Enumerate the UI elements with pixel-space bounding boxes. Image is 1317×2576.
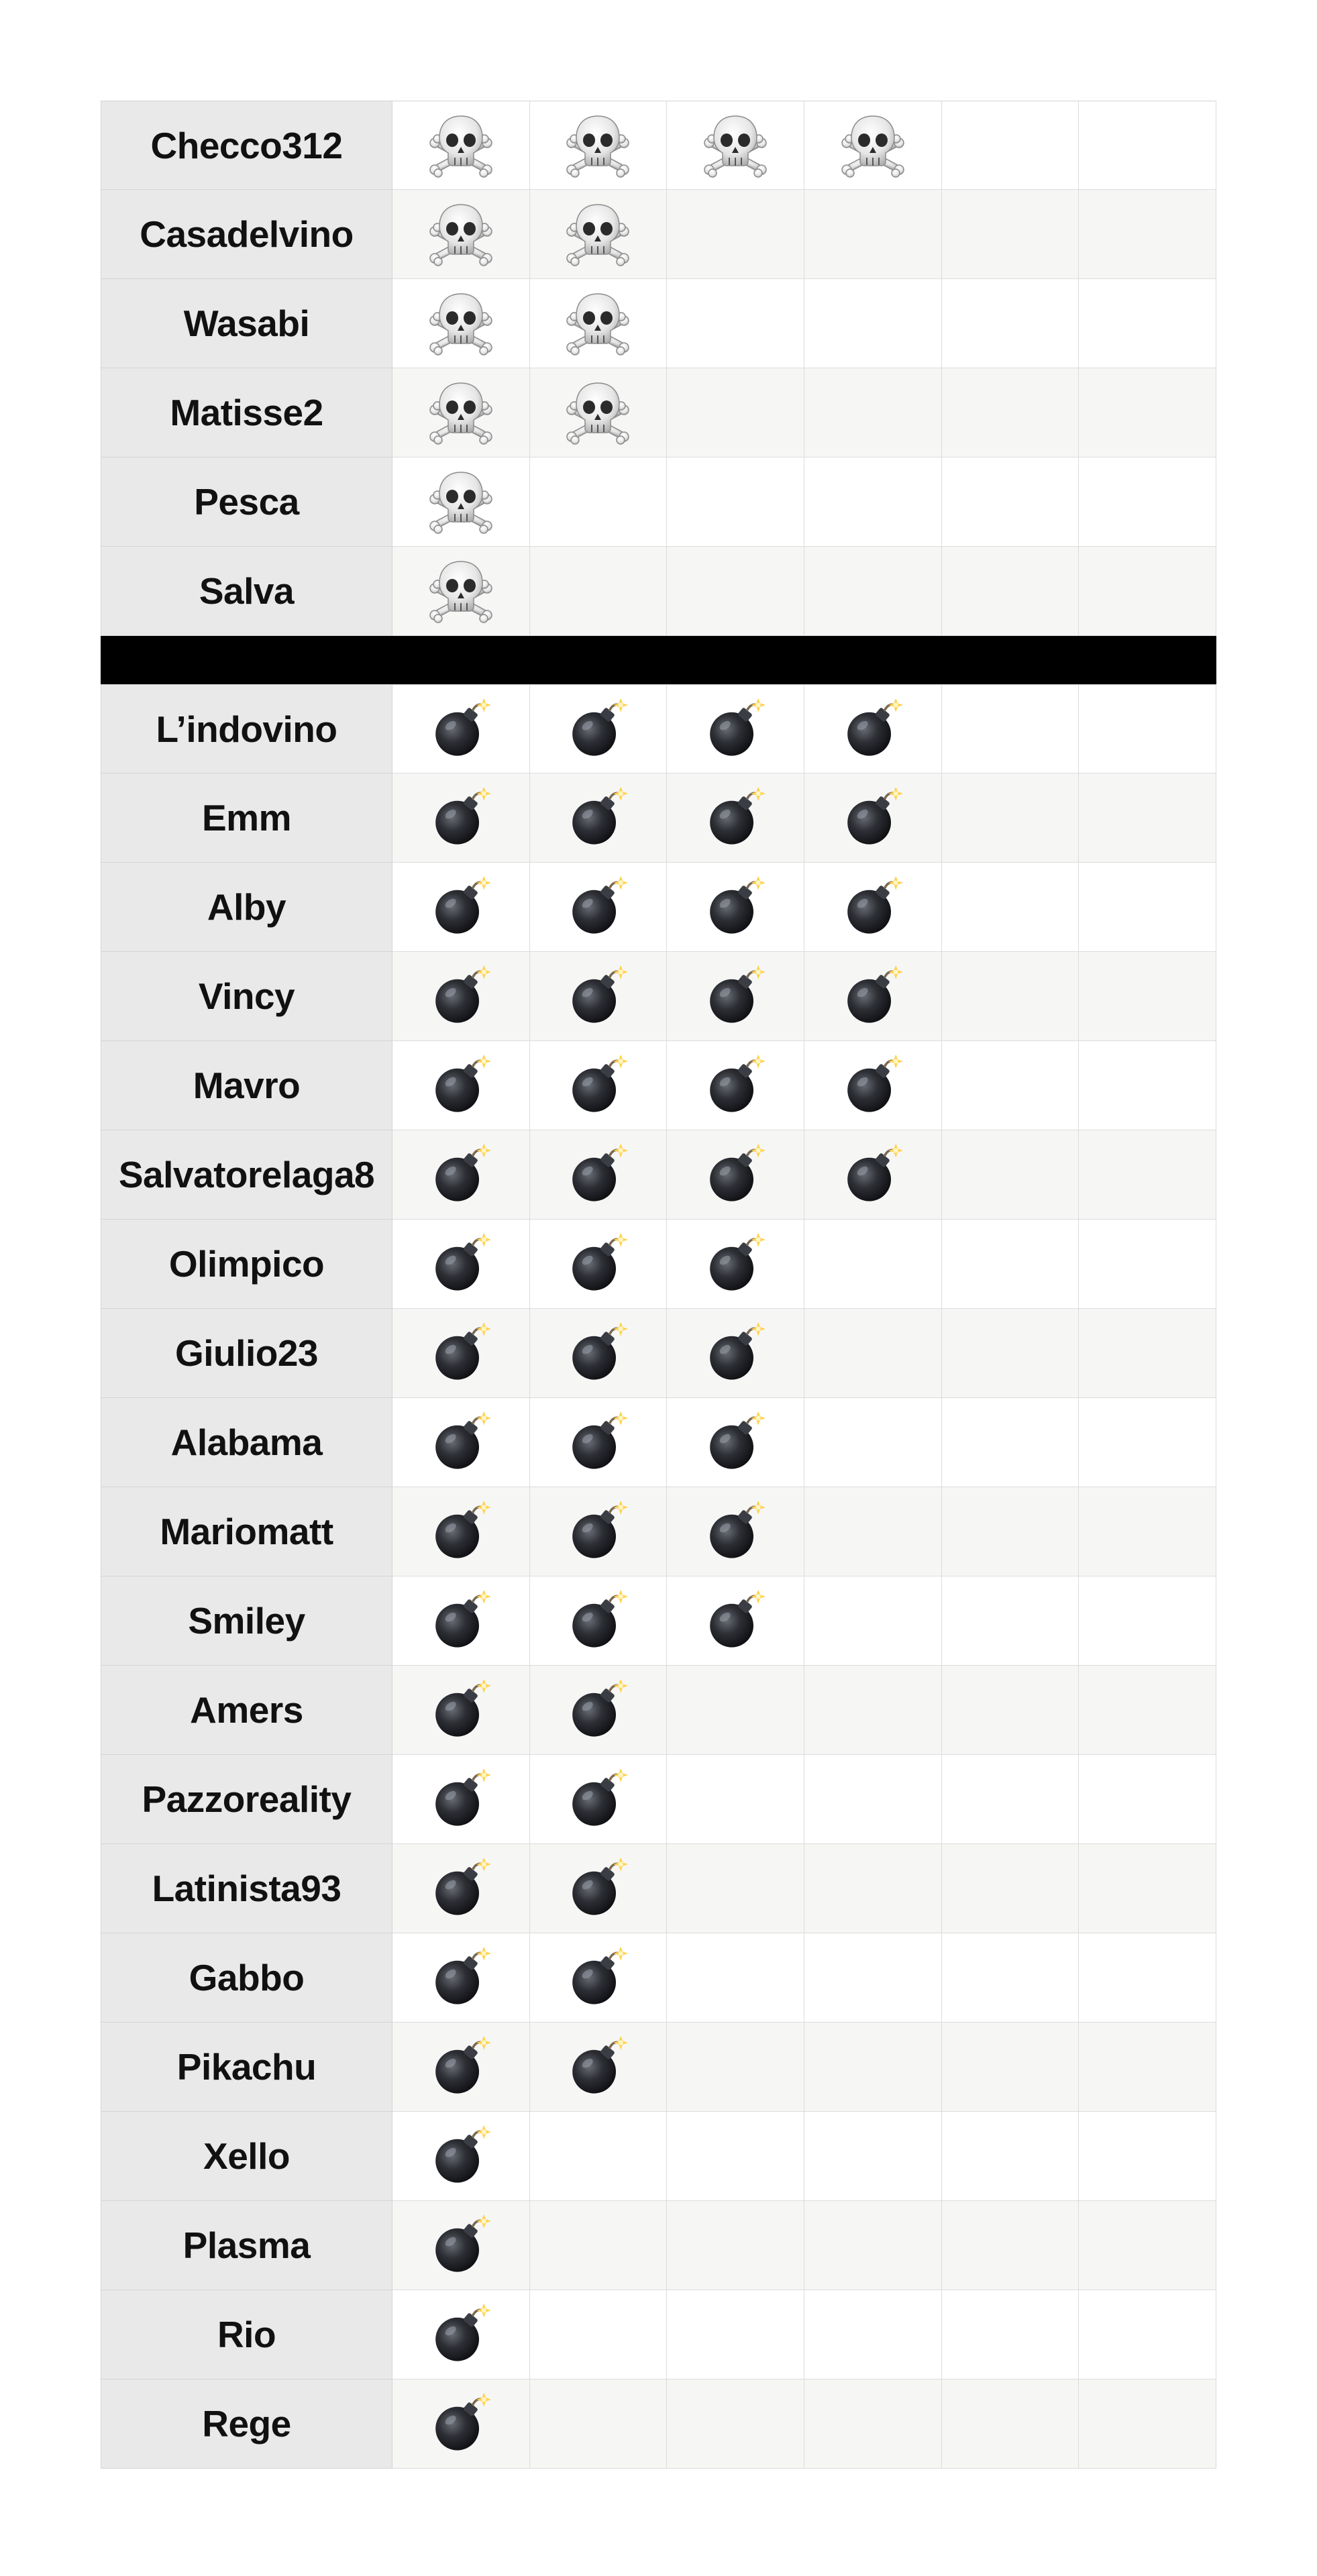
bomb-icon: [568, 1323, 628, 1383]
player-name: Rege: [101, 2379, 392, 2469]
mark-slot: [1079, 2112, 1216, 2201]
mark-slot: [942, 1487, 1079, 1576]
mark-slot: [667, 1933, 804, 2023]
table-row: [101, 1755, 1216, 1844]
mark-slot: [804, 101, 942, 190]
mark-slot: [804, 863, 942, 952]
mark-slot: [530, 1666, 668, 1755]
bomb-icon: [431, 2215, 491, 2275]
mark-slot: [530, 1130, 668, 1220]
mark-slot: [942, 279, 1079, 368]
mark-slot: [804, 684, 942, 773]
bomb-icon: [843, 1055, 903, 1116]
mark-slot: [942, 1309, 1079, 1398]
mark-slot: [530, 1576, 668, 1666]
bomb-icon: [431, 1501, 491, 1562]
bomb-icon: [431, 966, 491, 1026]
mark-slot: [1079, 1487, 1216, 1576]
bomb-icon: [431, 2304, 491, 2365]
bomb-icon: [843, 966, 903, 1026]
mark-slot: [667, 1220, 804, 1309]
player-name: Vincy: [101, 952, 392, 1041]
mark-slot: [667, 1576, 804, 1666]
mark-slot: [392, 1309, 530, 1398]
mark-slot: [804, 1755, 942, 1844]
mark-slot: [1079, 1309, 1216, 1398]
mark-slot: [392, 1576, 530, 1666]
mark-slot: [392, 863, 530, 952]
mark-slot: [942, 1666, 1079, 1755]
scoreboard-table: [101, 101, 1216, 2469]
table-row: [101, 684, 1216, 773]
mark-slot: [942, 1398, 1079, 1487]
skull-and-crossbones-icon: [702, 112, 769, 179]
table-row: [101, 1576, 1216, 1666]
mark-slot: [1079, 1130, 1216, 1220]
mark-slot: [530, 952, 668, 1041]
mark-slot: [530, 1398, 668, 1487]
bomb-icon: [568, 1591, 628, 1651]
bomb-icon: [843, 877, 903, 937]
section-divider: [101, 636, 1216, 684]
bomb-icon: [705, 1055, 766, 1116]
mark-slot: [392, 1041, 530, 1130]
mark-slot: [392, 368, 530, 458]
mark-slot: [804, 952, 942, 1041]
bomb-icon: [431, 1055, 491, 1116]
bomb-icon: [843, 788, 903, 848]
bomb-section: [101, 684, 1216, 2469]
mark-slot: [1079, 1933, 1216, 2023]
skull-and-crossbones-icon: [427, 201, 494, 268]
table-row: [101, 773, 1216, 863]
mark-slot: [942, 2023, 1079, 2112]
bomb-icon: [431, 699, 491, 759]
mark-slot: [942, 773, 1079, 863]
mark-slot: [530, 2023, 668, 2112]
bomb-icon: [705, 699, 766, 759]
mark-slot: [942, 1933, 1079, 2023]
mark-slot: [667, 1487, 804, 1576]
mark-slot: [1079, 1666, 1216, 1755]
mark-slot: [530, 1844, 668, 1933]
bomb-icon: [568, 699, 628, 759]
mark-slot: [392, 547, 530, 636]
mark-slot: [667, 1130, 804, 1220]
mark-slot: [804, 1487, 942, 1576]
bomb-icon: [431, 2037, 491, 2097]
skull-and-crossbones-icon: [427, 112, 494, 179]
mark-slot: [530, 1220, 668, 1309]
mark-slot: [667, 279, 804, 368]
bomb-icon: [431, 2394, 491, 2454]
mark-slot: [667, 952, 804, 1041]
bomb-icon: [431, 1947, 491, 2008]
bomb-icon: [568, 1234, 628, 1294]
bomb-icon: [431, 1323, 491, 1383]
table-row: [101, 1487, 1216, 1576]
bomb-icon: [705, 1323, 766, 1383]
bomb-icon: [431, 1144, 491, 1205]
mark-slot: [804, 1130, 942, 1220]
mark-slot: [942, 1844, 1079, 1933]
mark-slot: [530, 1309, 668, 1398]
mark-slot: [804, 1309, 942, 1398]
mark-slot: [392, 101, 530, 190]
skull-and-crossbones-icon: [427, 557, 494, 625]
bomb-icon: [568, 1680, 628, 1740]
mark-slot: [1079, 952, 1216, 1041]
mark-slot: [804, 773, 942, 863]
table-row: [101, 1309, 1216, 1398]
mark-slot: [667, 547, 804, 636]
mark-slot: [1079, 684, 1216, 773]
table-row: [101, 1041, 1216, 1130]
mark-slot: [392, 2112, 530, 2201]
mark-slot: [392, 1487, 530, 1576]
mark-slot: [804, 2023, 942, 2112]
mark-slot: [667, 863, 804, 952]
player-name: Amers: [101, 1666, 392, 1755]
bomb-icon: [431, 1769, 491, 1829]
player-name: Pesca: [101, 458, 392, 547]
mark-slot: [804, 2379, 942, 2469]
table-row: [101, 1844, 1216, 1933]
mark-slot: [804, 279, 942, 368]
bomb-icon: [843, 699, 903, 759]
bomb-icon: [568, 1055, 628, 1116]
mark-slot: [804, 1576, 942, 1666]
bomb-icon: [568, 1947, 628, 2008]
bomb-icon: [705, 1501, 766, 1562]
mark-slot: [942, 190, 1079, 279]
mark-slot: [667, 1398, 804, 1487]
table-row: [101, 1398, 1216, 1487]
table-row: [101, 1220, 1216, 1309]
skull-and-crossbones-icon: [564, 112, 631, 179]
table-row: [101, 368, 1216, 458]
mark-slot: [530, 279, 668, 368]
mark-slot: [1079, 458, 1216, 547]
mark-slot: [667, 2379, 804, 2469]
mark-slot: [392, 458, 530, 547]
mark-slot: [942, 1130, 1079, 1220]
player-name: Pazzoreality: [101, 1755, 392, 1844]
mark-slot: [530, 863, 668, 952]
mark-slot: [1079, 279, 1216, 368]
table-row: [101, 2290, 1216, 2379]
bomb-icon: [705, 1412, 766, 1472]
mark-slot: [942, 1041, 1079, 1130]
mark-slot: [392, 190, 530, 279]
mark-slot: [392, 1844, 530, 1933]
table-row: [101, 952, 1216, 1041]
mark-slot: [667, 458, 804, 547]
mark-slot: [530, 2290, 668, 2379]
mark-slot: [942, 2201, 1079, 2290]
table-row: [101, 458, 1216, 547]
mark-slot: [1079, 2379, 1216, 2469]
bomb-icon: [705, 877, 766, 937]
mark-slot: [804, 1844, 942, 1933]
player-name: L’indovino: [101, 684, 392, 773]
mark-slot: [392, 1933, 530, 2023]
mark-slot: [942, 1220, 1079, 1309]
table-row: [101, 101, 1216, 190]
mark-slot: [530, 2379, 668, 2469]
mark-slot: [1079, 1220, 1216, 1309]
bomb-icon: [568, 1769, 628, 1829]
player-name: Alby: [101, 863, 392, 952]
mark-slot: [392, 279, 530, 368]
mark-slot: [804, 1933, 942, 2023]
player-name: Mavro: [101, 1041, 392, 1130]
mark-slot: [804, 368, 942, 458]
mark-slot: [392, 684, 530, 773]
mark-slot: [1079, 101, 1216, 190]
mark-slot: [942, 101, 1079, 190]
mark-slot: [1079, 368, 1216, 458]
bomb-icon: [705, 1234, 766, 1294]
mark-slot: [942, 2290, 1079, 2379]
mark-slot: [804, 2112, 942, 2201]
mark-slot: [942, 547, 1079, 636]
mark-slot: [667, 101, 804, 190]
mark-slot: [667, 190, 804, 279]
mark-slot: [804, 2201, 942, 2290]
table-row: [101, 279, 1216, 368]
player-name: Latinista93: [101, 1844, 392, 1933]
mark-slot: [530, 1487, 668, 1576]
table-row: [101, 190, 1216, 279]
bomb-icon: [431, 1680, 491, 1740]
bomb-icon: [705, 1144, 766, 1205]
player-name: Smiley: [101, 1576, 392, 1666]
mark-slot: [392, 2201, 530, 2290]
bomb-icon: [431, 1858, 491, 1919]
mark-slot: [804, 1220, 942, 1309]
bomb-icon: [705, 966, 766, 1026]
bomb-icon: [568, 1858, 628, 1919]
mark-slot: [1079, 190, 1216, 279]
mark-slot: [392, 1755, 530, 1844]
table-row: [101, 2379, 1216, 2469]
skull-section: [101, 101, 1216, 636]
table-row: [101, 1933, 1216, 2023]
mark-slot: [667, 2112, 804, 2201]
bomb-icon: [705, 1591, 766, 1651]
mark-slot: [392, 2290, 530, 2379]
mark-slot: [530, 2112, 668, 2201]
mark-slot: [530, 1755, 668, 1844]
table-row: [101, 2023, 1216, 2112]
table-row: [101, 863, 1216, 952]
mark-slot: [1079, 863, 1216, 952]
bomb-icon: [568, 1412, 628, 1472]
mark-slot: [667, 2290, 804, 2379]
mark-slot: [530, 1041, 668, 1130]
bomb-icon: [431, 1234, 491, 1294]
mark-slot: [530, 368, 668, 458]
mark-slot: [942, 2112, 1079, 2201]
skull-and-crossbones-icon: [427, 468, 494, 535]
bomb-icon: [431, 1412, 491, 1472]
table-row: [101, 2201, 1216, 2290]
mark-slot: [667, 1666, 804, 1755]
mark-slot: [392, 2379, 530, 2469]
mark-slot: [942, 1576, 1079, 1666]
bomb-icon: [431, 788, 491, 848]
mark-slot: [530, 547, 668, 636]
bomb-icon: [431, 1591, 491, 1651]
skull-and-crossbones-icon: [839, 112, 906, 179]
mark-slot: [667, 1755, 804, 1844]
mark-slot: [392, 1666, 530, 1755]
mark-slot: [530, 2201, 668, 2290]
bomb-icon: [568, 877, 628, 937]
mark-slot: [392, 1398, 530, 1487]
mark-slot: [942, 684, 1079, 773]
mark-slot: [667, 2201, 804, 2290]
mark-slot: [667, 1309, 804, 1398]
mark-slot: [942, 1755, 1079, 1844]
bomb-icon: [568, 788, 628, 848]
mark-slot: [667, 2023, 804, 2112]
mark-slot: [1079, 1576, 1216, 1666]
mark-slot: [804, 1041, 942, 1130]
mark-slot: [1079, 773, 1216, 863]
mark-slot: [1079, 1755, 1216, 1844]
player-name: Matisse2: [101, 368, 392, 458]
player-name: Plasma: [101, 2201, 392, 2290]
bomb-icon: [568, 1144, 628, 1205]
skull-and-crossbones-icon: [564, 290, 631, 357]
mark-slot: [804, 458, 942, 547]
table-row: [101, 547, 1216, 636]
mark-slot: [392, 1220, 530, 1309]
mark-slot: [530, 458, 668, 547]
mark-slot: [1079, 1041, 1216, 1130]
mark-slot: [392, 2023, 530, 2112]
mark-slot: [1079, 547, 1216, 636]
player-name: Olimpico: [101, 1220, 392, 1309]
mark-slot: [667, 773, 804, 863]
player-name: Wasabi: [101, 279, 392, 368]
player-name: Emm: [101, 773, 392, 863]
player-name: Giulio23: [101, 1309, 392, 1398]
table-row: [101, 2112, 1216, 2201]
player-name: Gabbo: [101, 1933, 392, 2023]
player-name: Salvatorelaga8: [101, 1130, 392, 1220]
mark-slot: [942, 2379, 1079, 2469]
skull-and-crossbones-icon: [564, 201, 631, 268]
player-name: Alabama: [101, 1398, 392, 1487]
mark-slot: [530, 101, 668, 190]
player-name: Pikachu: [101, 2023, 392, 2112]
player-name: Mariomatt: [101, 1487, 392, 1576]
mark-slot: [530, 684, 668, 773]
bomb-icon: [705, 788, 766, 848]
mark-slot: [1079, 2290, 1216, 2379]
mark-slot: [942, 952, 1079, 1041]
mark-slot: [392, 773, 530, 863]
mark-slot: [1079, 2023, 1216, 2112]
mark-slot: [804, 1666, 942, 1755]
mark-slot: [804, 190, 942, 279]
mark-slot: [667, 684, 804, 773]
table-row: [101, 1130, 1216, 1220]
skull-and-crossbones-icon: [427, 379, 494, 446]
mark-slot: [804, 547, 942, 636]
table-row: [101, 1666, 1216, 1755]
mark-slot: [942, 863, 1079, 952]
mark-slot: [667, 368, 804, 458]
mark-slot: [1079, 2201, 1216, 2290]
mark-slot: [942, 368, 1079, 458]
mark-slot: [942, 458, 1079, 547]
bomb-icon: [843, 1144, 903, 1205]
mark-slot: [530, 1933, 668, 2023]
player-name: Xello: [101, 2112, 392, 2201]
skull-and-crossbones-icon: [427, 290, 494, 357]
bomb-icon: [431, 2126, 491, 2186]
mark-slot: [1079, 1398, 1216, 1487]
mark-slot: [392, 952, 530, 1041]
bomb-icon: [568, 2037, 628, 2097]
mark-slot: [667, 1844, 804, 1933]
mark-slot: [667, 1041, 804, 1130]
mark-slot: [1079, 1844, 1216, 1933]
player-name: Casadelvino: [101, 190, 392, 279]
mark-slot: [804, 2290, 942, 2379]
mark-slot: [392, 1130, 530, 1220]
mark-slot: [804, 1398, 942, 1487]
skull-and-crossbones-icon: [564, 379, 631, 446]
bomb-icon: [431, 877, 491, 937]
mark-slot: [530, 190, 668, 279]
player-name: Rio: [101, 2290, 392, 2379]
player-name: Salva: [101, 547, 392, 636]
bomb-icon: [568, 966, 628, 1026]
bomb-icon: [568, 1501, 628, 1562]
mark-slot: [530, 773, 668, 863]
player-name: Checco312: [101, 101, 392, 190]
